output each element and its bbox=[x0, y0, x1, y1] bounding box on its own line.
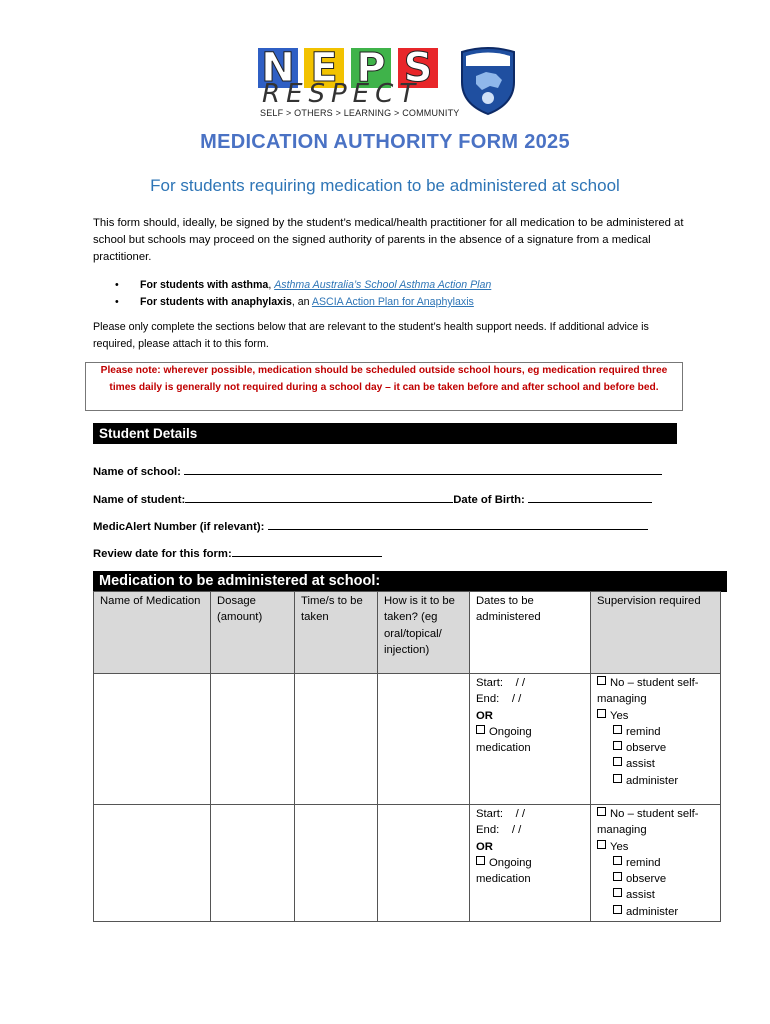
header-cell: Supervision required bbox=[591, 592, 721, 674]
student-details-heading: Student Details bbox=[93, 423, 677, 444]
or-label: OR bbox=[476, 840, 493, 853]
medicalert-field[interactable] bbox=[93, 517, 648, 533]
checkbox-icon[interactable] bbox=[597, 676, 606, 685]
supervision-remind-option[interactable]: remind bbox=[597, 724, 714, 740]
header-cell: How is it to be taken? (eg oral/topical/ injection) bbox=[378, 592, 470, 674]
supervision-remind-option[interactable]: remind bbox=[597, 855, 714, 871]
checkbox-icon[interactable] bbox=[613, 741, 622, 750]
school-crest-icon bbox=[456, 46, 520, 116]
school-name-field[interactable] bbox=[93, 462, 662, 478]
review-date-field[interactable] bbox=[93, 544, 382, 560]
logo-word: RESPECT bbox=[262, 79, 422, 109]
dates-cell[interactable] bbox=[470, 674, 591, 805]
logo-letter-p: P bbox=[351, 48, 391, 88]
checkbox-icon[interactable] bbox=[597, 840, 606, 849]
checkbox-icon[interactable] bbox=[597, 709, 606, 718]
supervision-yes-option[interactable]: Yes bbox=[597, 839, 714, 855]
instructions-paragraph: Please only complete the sections below that are relevant to the student’s health support needs. If additional advice is required, please attach it to this form. bbox=[93, 321, 649, 350]
asthma-bullet bbox=[115, 277, 491, 294]
header-cell: Dosage (amount) bbox=[211, 592, 295, 674]
supervision-no-option[interactable]: No – student self- managing bbox=[597, 677, 699, 706]
supervision-assist-option[interactable]: assist bbox=[597, 756, 714, 772]
checkbox-icon[interactable] bbox=[613, 725, 622, 734]
logo-letter-n: N bbox=[258, 48, 298, 88]
logo-tagline: SELF > OTHERS > LEARNING > COMMUNITY bbox=[260, 108, 460, 118]
end-date-line[interactable]: End: / / bbox=[476, 693, 522, 706]
header-cell: Name of Medication bbox=[94, 592, 211, 674]
supervision-no-option[interactable]: No – student self- managing bbox=[597, 808, 699, 837]
supervision-observe-option[interactable]: observe bbox=[597, 740, 714, 756]
ongoing-option[interactable]: Ongoing medication bbox=[476, 856, 532, 886]
time-cell[interactable] bbox=[295, 674, 378, 805]
supervision-yes-option[interactable]: Yes bbox=[597, 708, 714, 724]
action-plan-list bbox=[115, 277, 491, 311]
dosage-cell[interactable] bbox=[211, 674, 295, 805]
end-date-line[interactable]: End: / / bbox=[476, 824, 522, 837]
medication-name-cell[interactable] bbox=[94, 674, 211, 805]
scheduling-notice: Please note: wherever possible, medication should be scheduled outside school hours, eg medication required three times daily is generally not required during a school day – it can be taken before and after school and before bed. bbox=[85, 362, 683, 411]
student-name-line[interactable] bbox=[185, 490, 453, 503]
checkbox-icon[interactable] bbox=[476, 856, 485, 865]
student-name-label: Name of student: bbox=[93, 494, 186, 506]
medication-name-cell[interactable] bbox=[94, 805, 211, 922]
checkbox-icon[interactable] bbox=[613, 872, 622, 881]
medicalert-label: MedicAlert Number (if relevant): bbox=[93, 521, 265, 533]
intro-paragraph: This form should, ideally, be signed by the student’s medical/health practitioner for all medication to be administered at school but schools may proceed on the signed authority of parents in the absence of a signature from a medical practitioner. bbox=[93, 217, 684, 263]
checkbox-icon[interactable] bbox=[613, 905, 622, 914]
school-name-label: Name of school: bbox=[93, 466, 181, 478]
bullet-lead: For students with asthma bbox=[140, 279, 269, 291]
checkbox-icon[interactable] bbox=[613, 757, 622, 766]
bullet-lead: For students with anaphylaxis bbox=[140, 296, 292, 308]
medication-heading-extension bbox=[597, 571, 727, 592]
supervision-administer-option[interactable]: administer bbox=[597, 773, 714, 789]
dates-cell[interactable] bbox=[470, 805, 591, 922]
dob-label: Date of Birth: bbox=[453, 494, 525, 506]
logo-letter-e: E bbox=[304, 48, 344, 88]
start-date-line[interactable]: Start: / / bbox=[476, 677, 525, 689]
asthma-action-plan-link[interactable]: Asthma Australia’s School Asthma Action Plan bbox=[274, 279, 492, 291]
bullet-separator: , bbox=[268, 279, 275, 291]
dosage-cell[interactable] bbox=[211, 805, 295, 922]
supervision-observe-option[interactable]: observe bbox=[597, 871, 714, 887]
route-cell[interactable] bbox=[378, 805, 470, 922]
supervision-cell bbox=[591, 674, 721, 805]
route-cell[interactable] bbox=[378, 674, 470, 805]
start-date-line[interactable]: Start: / / bbox=[476, 808, 525, 820]
or-label: OR bbox=[476, 709, 493, 722]
table-header-row bbox=[94, 592, 721, 674]
checkbox-icon[interactable] bbox=[613, 774, 622, 783]
bullet-separator: , an bbox=[291, 296, 312, 308]
medication-heading: Medication to be administered at school: bbox=[93, 571, 598, 592]
supervision-administer-option[interactable]: administer bbox=[597, 904, 714, 920]
checkbox-icon[interactable] bbox=[613, 888, 622, 897]
logo-letter-s: S bbox=[398, 48, 438, 88]
header-cell: Time/s to be taken bbox=[295, 592, 378, 674]
form-title: MEDICATION AUTHORITY FORM 2025 bbox=[200, 131, 570, 153]
medicalert-line[interactable] bbox=[268, 517, 648, 530]
checkbox-icon[interactable] bbox=[613, 856, 622, 865]
supervision-cell bbox=[591, 805, 721, 922]
review-date-line[interactable] bbox=[232, 544, 382, 557]
ongoing-option[interactable]: Ongoing medication bbox=[476, 725, 532, 755]
table-row bbox=[94, 674, 721, 805]
time-cell[interactable] bbox=[295, 805, 378, 922]
student-name-field[interactable] bbox=[93, 490, 652, 506]
table-row bbox=[94, 805, 721, 922]
form-subtitle: For students requiring medication to be administered at school bbox=[150, 176, 620, 195]
checkbox-icon[interactable] bbox=[597, 807, 606, 816]
dob-line[interactable] bbox=[528, 490, 652, 503]
checkbox-icon[interactable] bbox=[476, 725, 485, 734]
school-name-line[interactable] bbox=[184, 462, 662, 475]
supervision-assist-option[interactable]: assist bbox=[597, 887, 714, 903]
ascia-action-plan-link[interactable]: ASCIA Action Plan for Anaphylaxis bbox=[311, 296, 474, 308]
header-cell: Dates to be administered bbox=[470, 592, 591, 674]
anaphylaxis-bullet bbox=[115, 294, 491, 311]
review-date-label: Review date for this form: bbox=[93, 548, 232, 560]
medication-table bbox=[93, 591, 721, 922]
